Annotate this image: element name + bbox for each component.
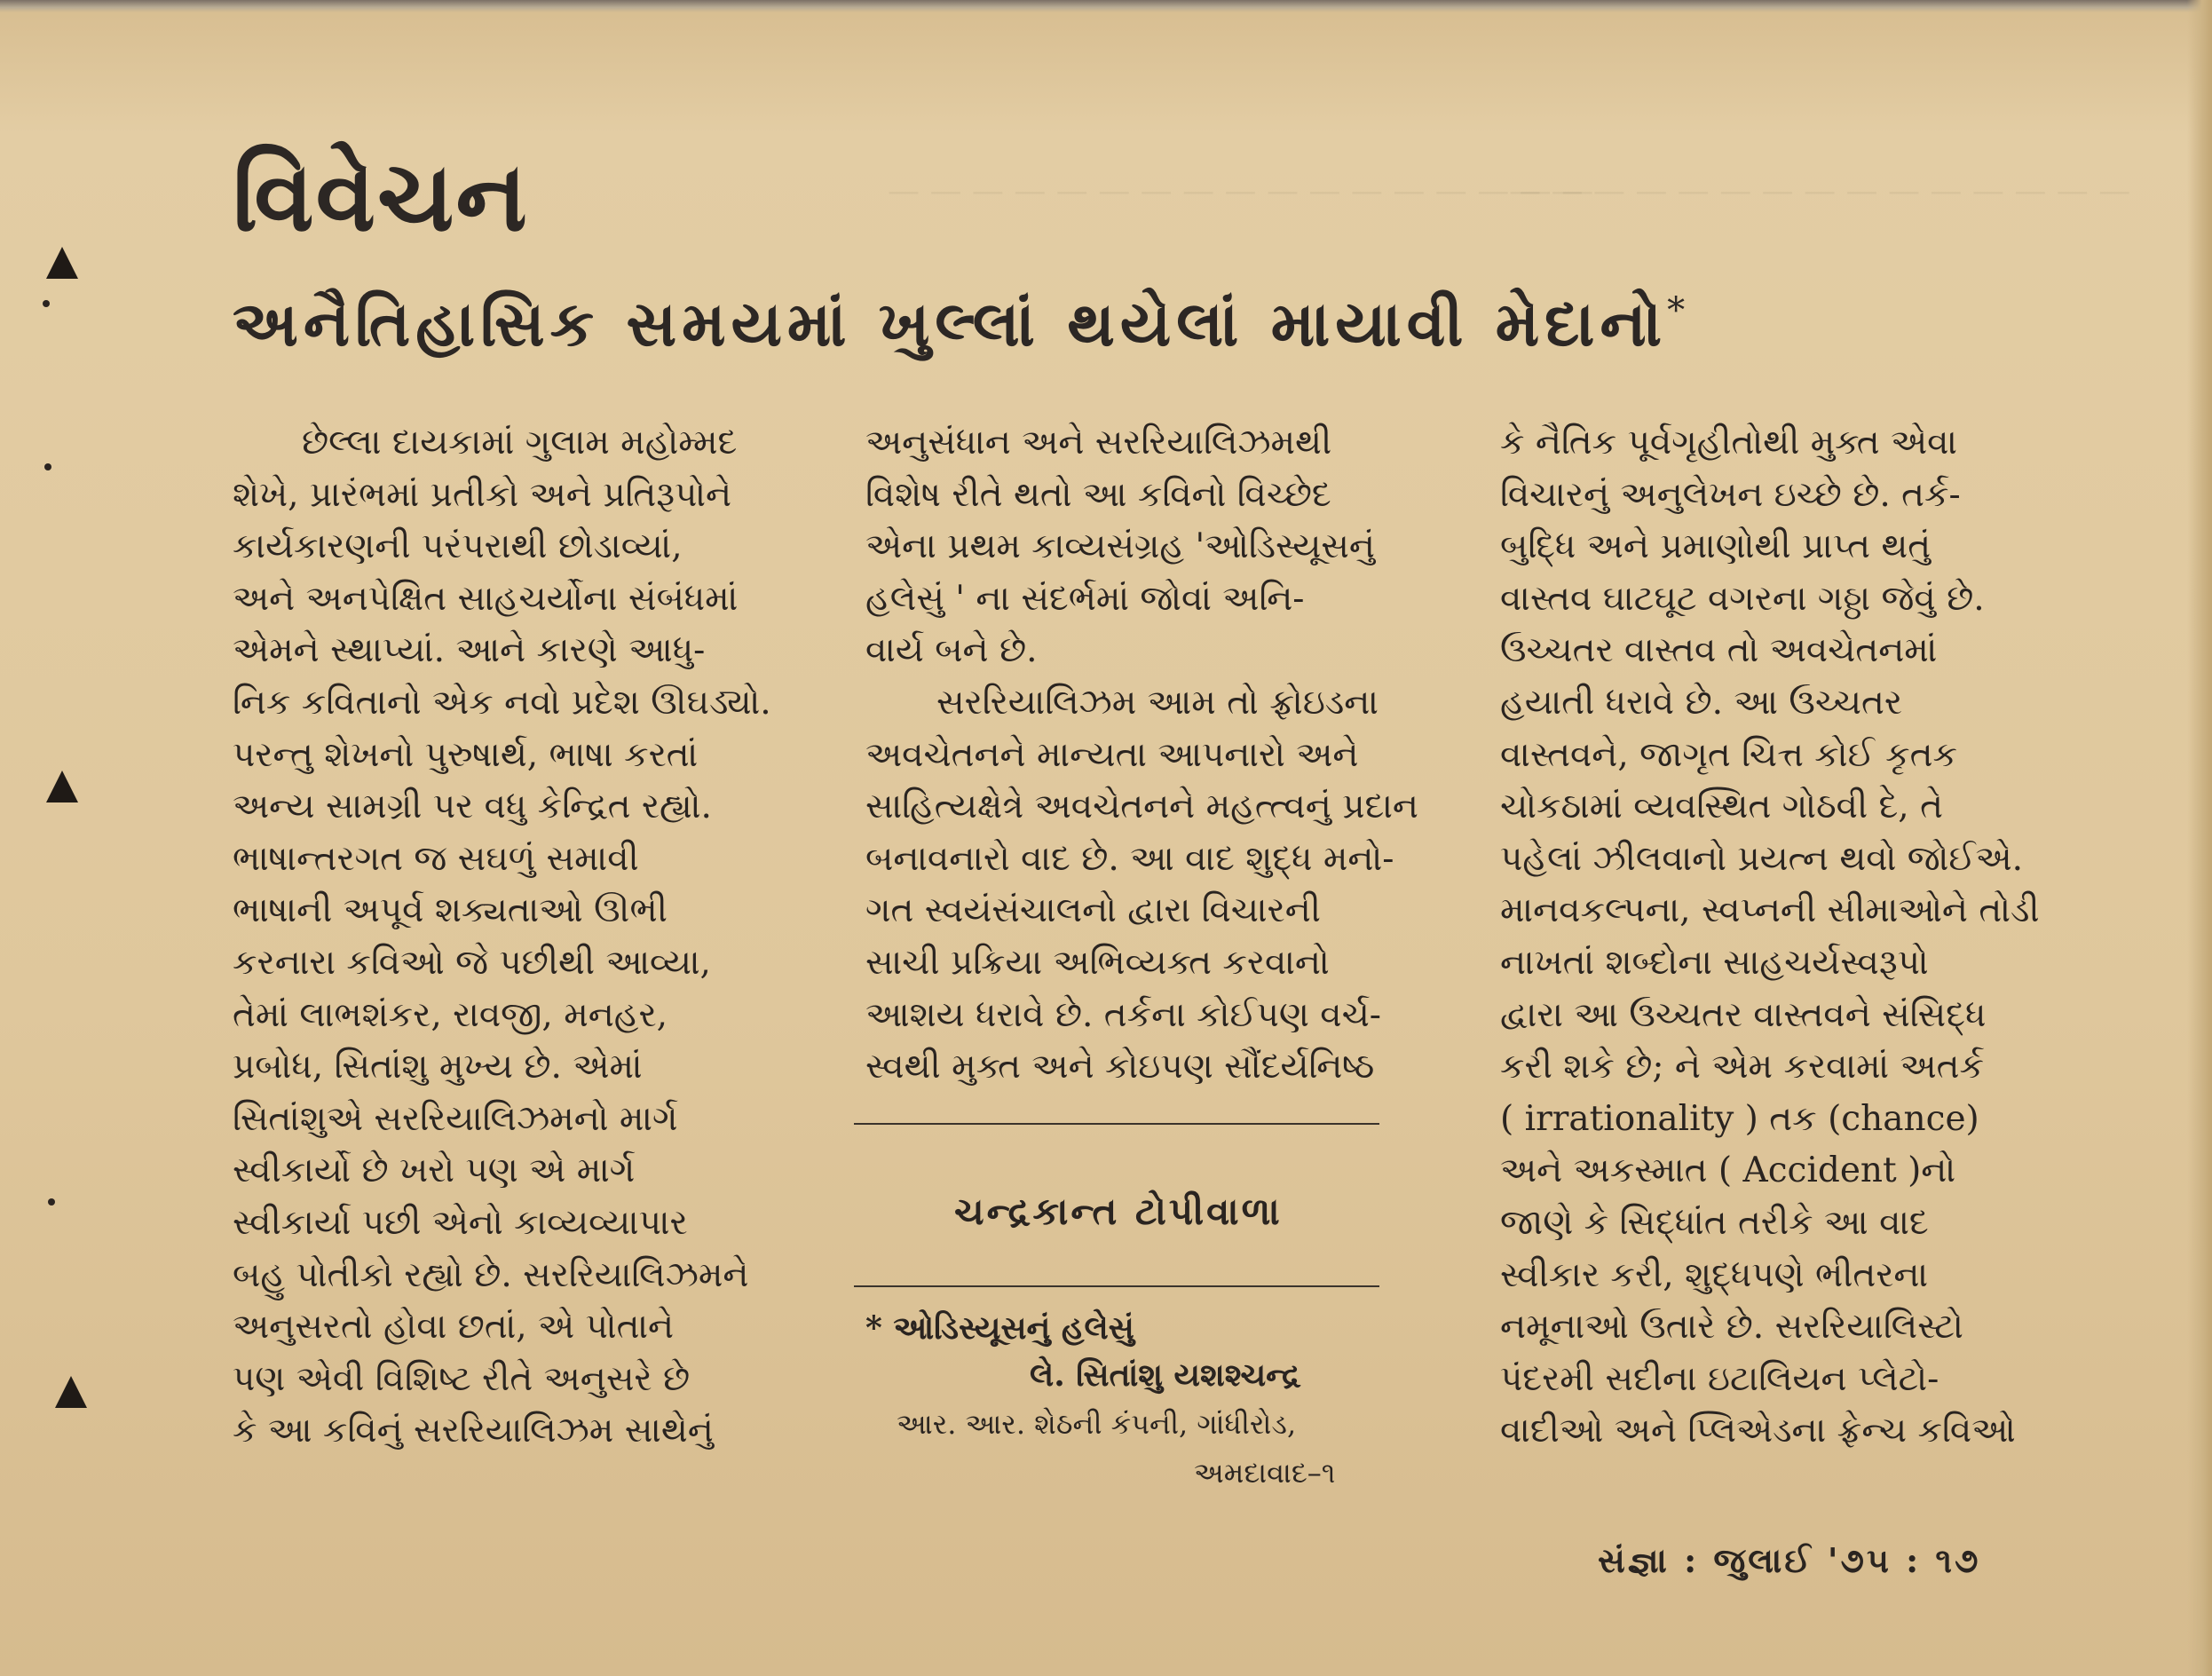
footnote-book-author: લે. સિતાંશુ યશશ્ચન્દ્ર <box>1030 1356 1301 1394</box>
page-footer: સંજ્ઞા : જુલાઈ '૭૫ : ૧૭ <box>1598 1540 1981 1580</box>
page-right-edge <box>2187 0 2212 1676</box>
column-line: એમને સ્થાપ્યાં. આને કારણે આધુ- <box>233 630 706 671</box>
section-title: વિવેચન <box>233 141 529 253</box>
column-line: તેમાં લાભશંકર, રાવજી, મનહર, <box>233 994 668 1035</box>
column-line: કે નૈતિક પૂર્વગૃહીતોથી મુક્ત એવા <box>1500 423 1957 462</box>
column-line: પહેલાં ઝીલવાનો પ્રયત્ન થવો જોઈએ. <box>1500 838 2024 879</box>
column-line: એના પ્રથમ કાવ્યસંગ્રહ 'ઓડિસ્યૂસનું <box>865 526 1375 567</box>
binding-dot-2 <box>44 463 51 470</box>
column-line: અન્ય સામગ્રી પર વધુ કેન્દ્રિત રહ્યો. <box>233 787 712 827</box>
text-column-1 <box>233 417 771 1458</box>
column-line: ભાષાની અપૂર્વ શક્યતાઓ ઊભી <box>233 890 668 931</box>
column-line: કરી શકે છે; ને એમ કરવામાં અતર્ક <box>1500 1047 1985 1087</box>
column-line: વિચારનું અનુલેખન ઇચ્છે છે. તર્ક- <box>1500 474 1961 515</box>
footnote-book-title: * ઓડિસ્યૂસનું હલેસું <box>865 1309 1134 1347</box>
column-line: સ્વીકાર્યો છે ખરો પણ એ માર્ગ <box>233 1150 636 1191</box>
column-line: કરનારા કવિઓ જે પછીથી આવ્યા, <box>233 942 711 983</box>
column-line: સાચી પ્રક્રિયા અભિવ્યક્ત કરવાનો <box>865 942 1330 983</box>
text-column-3 <box>1500 417 2040 1458</box>
column-line: અનુસરતો હોવા છતાં, એ પોતાને <box>233 1307 675 1348</box>
column-line: ઉચ્ચતર વાસ્તવ તો અવચેતનમાં <box>1500 630 1938 671</box>
binding-mark-2 <box>46 771 78 802</box>
text-column-2 <box>865 417 1418 1094</box>
column-line: પણ એવી વિશિષ્ટ રીતે અનુસરે છે <box>233 1358 691 1399</box>
column-line: નમૂનાઓ ઉતારે છે. સરરિયાલિસ્ટો <box>1500 1307 1963 1348</box>
column-line: સિતાંશુએ સરરિયાલિઝમનો માર્ગ <box>233 1098 678 1139</box>
column-line: બનાવનારો વાદ છે. આ વાદ શુદ્ધ મનો- <box>865 838 1394 879</box>
column-line: કાર્યકારણની પરંપરાથી છોડાવ્યાં, <box>233 526 683 567</box>
article-title <box>233 287 1830 360</box>
column-line: અવચેતનને માન્યતા આપનારો અને <box>865 734 1359 775</box>
column-line: હયાતી ધરાવે છે. આ ઉચ્ચતર <box>1500 682 1902 723</box>
column-line: અને અનપેક્ષિત સાહચર્યોના સંબંધમાં <box>233 578 739 619</box>
bleed-through-text: — — — — — — — — — — — — — — — — — <box>888 173 1594 210</box>
column-line: અનુસંધાન અને સરરિયાલિઝમથી <box>865 423 1332 462</box>
column-line: નાખતાં શબ્દોના સાહચર્યસ્વરૂપો <box>1500 942 1929 983</box>
column-line: સરરિયાલિઝમ આમ તો ફ્રોઇડના <box>936 682 1379 723</box>
column-line: ચોકઠામાં વ્યવસ્થિત ગોઠવી દે, તે <box>1500 787 1943 827</box>
column-line: વાસ્તવને, જાગૃત ચિત્ત કોઈ કૃતક <box>1500 734 1958 775</box>
column-line: હલેસું ' ના સંદર્ભમાં જોવાં અનિ- <box>865 578 1305 619</box>
column-line: સ્વીકાર કરી, શુદ્ધપણે ભીતરના <box>1500 1254 1929 1295</box>
bleed-through-text: — — — — — — — — — — — — — — — <box>1509 173 2131 210</box>
column-line: સ્વથી મુક્ત અને કોઇપણ સૌંદર્યનિષ્ઠ <box>865 1047 1375 1087</box>
column-line: છેલ્લા દાયકામાં ગુલામ મહોમ્મદ <box>302 423 738 462</box>
binding-mark-1 <box>46 247 78 279</box>
column-line: બુદ્ધિ અને પ્રમાણોથી પ્રાપ્ત થતું <box>1500 526 1932 567</box>
column-line: બહુ પોતીકો રહ્યો છે. સરરિયાલિઝમને <box>233 1254 749 1295</box>
column-line: આશય ધરાવે છે. તર્કના કોઈપણ વર્ચ- <box>865 994 1381 1035</box>
column-line: અને અકસ્માત ( Accident )નો <box>1500 1150 1956 1191</box>
column-line: દ્વારા આ ઉચ્ચતર વાસ્તવને સંસિદ્ધ <box>1500 994 1987 1035</box>
binding-dot-1 <box>43 300 50 307</box>
footnote-city: અમદાવાદ–૧ <box>1194 1456 1336 1490</box>
column-line: ગત સ્વયંસંચાલનો દ્વારા વિચારની <box>865 890 1321 931</box>
column-line: પંદરમી સદીના ઇટાલિયન પ્લેટો- <box>1500 1358 1939 1399</box>
column-line: વિશેષ રીતે થતો આ કવિનો વિચ્છેદ <box>865 474 1331 515</box>
article-author: ચન્દ્રકાન્ત ટોપીવાળા <box>954 1190 1283 1233</box>
column-line: ( irrationality ) તક (chance) <box>1500 1098 1979 1139</box>
article-title-text: અનૈતિહાસિક સમયમાં ખુલ્લાં થયેલાં માયાવી મેદાનો <box>233 287 1668 360</box>
column-line: સાહિત્યક્ષેત્રે અવચેતનને મહત્ત્વનું પ્રદાન <box>865 787 1418 827</box>
column-line: કે આ કવિનું સરરિયાલિઝમ સાથેનું <box>233 1411 714 1451</box>
column-line: શેખે, પ્રારંભમાં પ્રતીકો અને પ્રતિરૂપોને <box>233 474 732 515</box>
column-line: વાર્ય બને છે. <box>865 630 1038 671</box>
column-line: વાદીઓ અને પ્લિએડના ફ્રેન્ચ કવિઓ <box>1500 1411 2016 1451</box>
column-line: સ્વીકાર્યા પછી એનો કાવ્યવ્યાપાર <box>233 1202 688 1243</box>
column-line: માનવકલ્પના, સ્વપ્નની સીમાઓને તોડી <box>1500 890 2040 931</box>
column-line: ભાષાન્તરગત જ સઘળું સમાવી <box>233 838 639 879</box>
column-line: પરન્તુ શેખનો પુરુષાર્થ, ભાષા કરતાં <box>233 734 699 775</box>
title-footnote-marker: * <box>1667 290 1691 331</box>
binding-mark-3 <box>55 1376 87 1408</box>
author-rule-top <box>854 1123 1379 1125</box>
footnote-publisher: આર. આર. શેઠની કંપની, ગાંધીરોડ, <box>897 1407 1297 1441</box>
footnote-rule <box>854 1285 1379 1287</box>
column-line: નિક કવિતાનો એક નવો પ્રદેશ ઊઘડ્યો. <box>233 682 771 723</box>
column-line: જાણે કે સિદ્ધાંત તરીકે આ વાદ <box>1500 1202 1929 1243</box>
binding-dot-3 <box>48 1198 55 1206</box>
column-line: વાસ્તવ ઘાટઘૂટ વગરના ગઠ્ઠા જેવું છે. <box>1500 578 1985 619</box>
column-line: પ્રબોધ, સિતાંશુ મુખ્ય છે. એમાં <box>233 1047 643 1087</box>
page-top-edge <box>0 0 2212 12</box>
